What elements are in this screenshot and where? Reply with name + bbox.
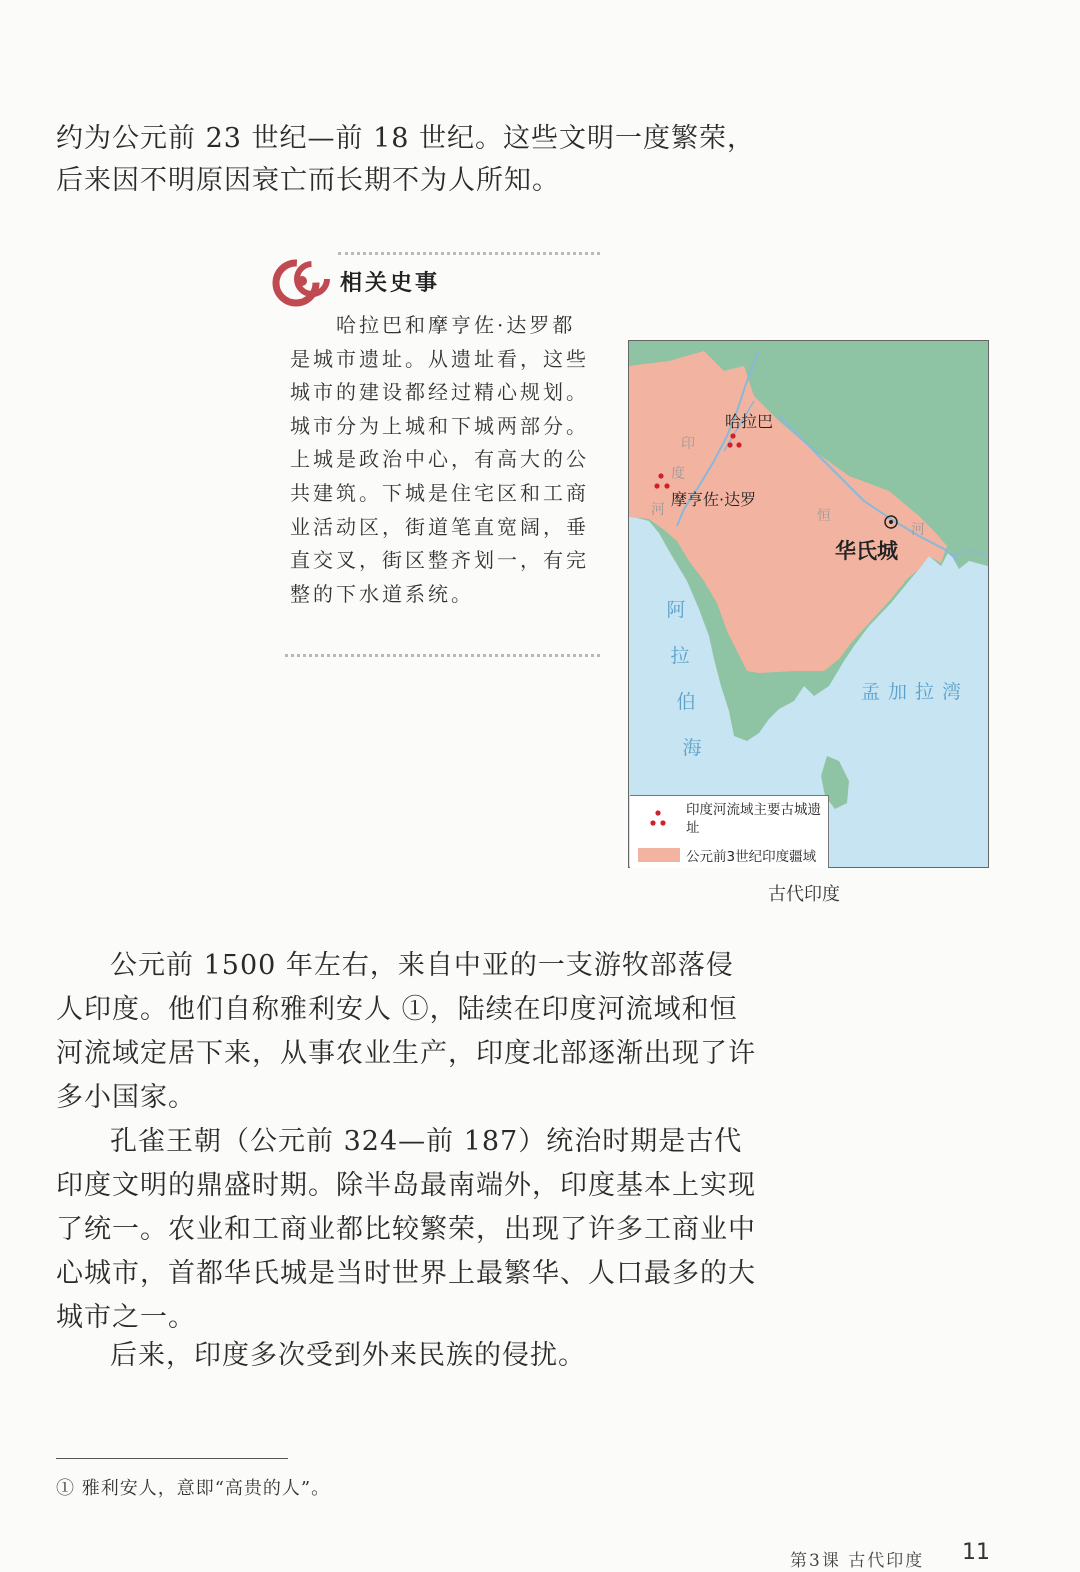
related-history-icon (272, 253, 334, 309)
legend-sites-symbol (648, 808, 668, 830)
sidebar-title: 相关史事 (340, 271, 441, 296)
harappa-label: 哈拉巴 (725, 412, 774, 431)
arabian-sea-char-2: 拉 (670, 645, 690, 667)
mohenjo-daro-label: 摩亨佐·达罗 (671, 490, 757, 509)
ancient-india-map (628, 340, 989, 868)
body-paragraph-invasions: 后来，印度多次受到外来民族的侵扰。 (110, 1340, 586, 1371)
footnote: ① 雅利安人，意即“高贵的人”。 (56, 1478, 331, 1499)
running-head: 第3课 古代印度 (790, 1551, 925, 1571)
mohenjo-daro-dot (654, 483, 659, 488)
legend-territory-label: 公元前3世纪印度疆域 (686, 849, 817, 865)
legend-sites-label: 印度河流域主要古城遗址 (686, 802, 821, 836)
body-paragraph-maurya: 孔雀王朝（公元前 324—前 187）统治时期是古代印度文明的鼎盛时期。除半岛最南端外，印度基本上实现了统一。农业和工商业都比较繁荣，出现了许多工商业中心城市，首都华氏城是当时世界上最繁华、人口最多的大城市之一。 (56, 1126, 756, 1333)
sidebar-bottom-rule (285, 654, 600, 657)
ganges-river-label-2: 河 (911, 522, 925, 538)
body-paragraph-intro: 约为公元前 23 世纪—前 18 世纪。这些文明一度繁荣，后来因不明原因衰亡而长期不为人所知。 (56, 123, 756, 196)
indus-river-label-1: 印 (681, 436, 695, 452)
body-paragraph-aryans: 公元前 1500 年左右，来自中亚的一支游牧部落侵人印度。他们自称雅利安人 ①，陆续在印度河流域和恒河流域定居下来，从事农业生产，印度北部逐渐出现了许多小国家。 (56, 950, 756, 1113)
sidebar-body: 哈拉巴和摩亨佐·达罗都是城市遗址。从遗址看，这些城市的建设都经过精心规划。城市分为上城和下城两部分。上城是政治中心，有高大的公共建筑。下城是住宅区和工商业活动区，街道笔直宽阔，垂直交叉，街区整齐划一，有完整的下水道系统。 (290, 313, 589, 606)
pataliputra-label: 华氏城 (835, 539, 898, 563)
mohenjo-daro-dot (658, 473, 663, 478)
arabian-sea-char-4: 海 (682, 737, 702, 759)
harappa-dot (727, 442, 732, 447)
pataliputra-marker (889, 520, 893, 524)
arabian-sea-char-1: 阿 (666, 599, 686, 621)
map-legend (630, 795, 829, 868)
legend-territory-swatch (638, 848, 680, 862)
page-number: 11 (962, 1540, 990, 1565)
indus-river-label-3: 河 (651, 502, 665, 518)
map-caption: 古代印度 (768, 884, 840, 905)
harappa-dot (730, 433, 735, 438)
mohenjo-daro-dot (664, 483, 669, 488)
harappa-dot (736, 442, 741, 447)
footnote-rule (56, 1458, 288, 1459)
bay-of-bengal-label: 孟加拉湾 (861, 681, 970, 703)
sidebar-top-rule (338, 252, 600, 255)
indus-river-label-2: 度 (671, 466, 685, 482)
arabian-sea-char-3: 伯 (676, 691, 696, 713)
ganges-river-label-1: 恒 (817, 508, 831, 524)
